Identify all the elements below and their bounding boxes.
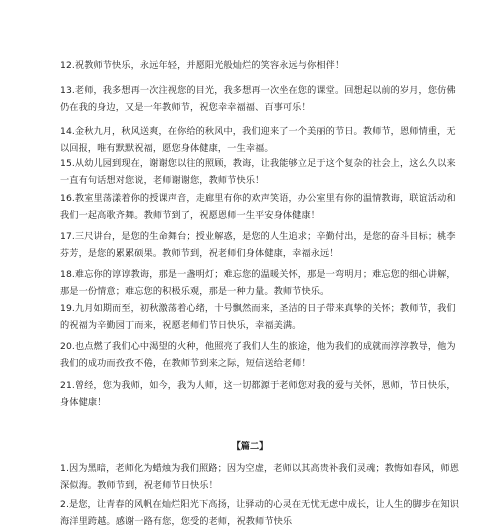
paragraph-13: 13.老师，我多想再一次注视您的目光，我多想再一次坐在您的课堂。回想起以前的岁月，您仿佛仍在我的身边，又是一年教师节，祝您幸幸福福、百事可乐！ bbox=[60, 85, 456, 113]
paragraph-14: 14.金秋九月，秋风送爽，在你给的秋风中，我们迎来了一个美丽的节日。教师节，恩师情重，无以回报，唯有默默祝福，愿您身体健康，一生幸福。 bbox=[60, 126, 456, 154]
paragraph-12: 12.祝教师节快乐，永远年轻，并愿阳光般灿烂的笑容永远与你相伴！ bbox=[60, 60, 345, 71]
paragraph-18: 18.难忘你的谆谆教诲，那是一盏明灯；难忘您的温暖关怀，那是一弯明月；难忘您的细心讲解，那是一份情意；难忘您的积极乐观，那是一种力量。教师节快乐。 bbox=[60, 269, 456, 297]
paragraph-b1: 1.因为黑暗，老师化为蜡烛为我们照路；因为空虚，老师以其高贵补我们灵魂；教悔如春风，师恩深似海。教师节到，祝老师节日快乐！ bbox=[60, 463, 460, 491]
paragraph-b2: 2.是您，让青春的风帆在灿烂阳光下高扬，让驿动的心灵在无忧无虑中成长，让人生的脚步在知识海洋里跨越。感谢一路有您，您受的老师，祝教师节快乐 bbox=[60, 499, 460, 527]
paragraph-15: 15.从幼儿园到现在，谢谢您以往的照顾，教诲，让我能够立足于这个复杂的社会上，这么久以来一直有句话想对您说，老师谢谢您，教师节快乐！ bbox=[60, 158, 456, 186]
paragraph-17: 17.三尺讲台，是您的生命舞台；授业解惑，是您的人生追求；辛勤付出，是您的奋斗目标；桃李芬芳，是您的累累硕果。教师节到，祝老师们身体健康，幸福永远！ bbox=[60, 231, 456, 259]
paragraph-16: 16.教室里荡漾着你的授课声音，走廊里有你的欢声笑语，办公室里有你的温情教诲，联谊活动和我们一起高歌齐舞。教师节到了，祝愿恩师一生平安身体健康！ bbox=[60, 193, 456, 221]
paragraph-20: 20.也点燃了我们心中渴望的火种，他照亮了我们人生的旅途，他为我们的成就而淳淳教导，他为我们的成功而孜孜不倦，在教师节到来之际，短信送给老师！ bbox=[60, 341, 456, 369]
section-title: 【篇二】 bbox=[231, 441, 269, 452]
paragraph-21: 21.曾经，您为我师，如今，我为人师，这一切都源于老师您对我的爱与关怀，恩师，节日快乐，身体健康！ bbox=[60, 380, 456, 408]
paragraph-19: 19.九月如期而至，初秋激荡着心绪，十号飘然而来，圣洁的日子带来真挚的关怀；教师节，我们的祝福为辛勤园丁而来，祝愿老师们节日快乐，幸福美满。 bbox=[60, 303, 456, 331]
